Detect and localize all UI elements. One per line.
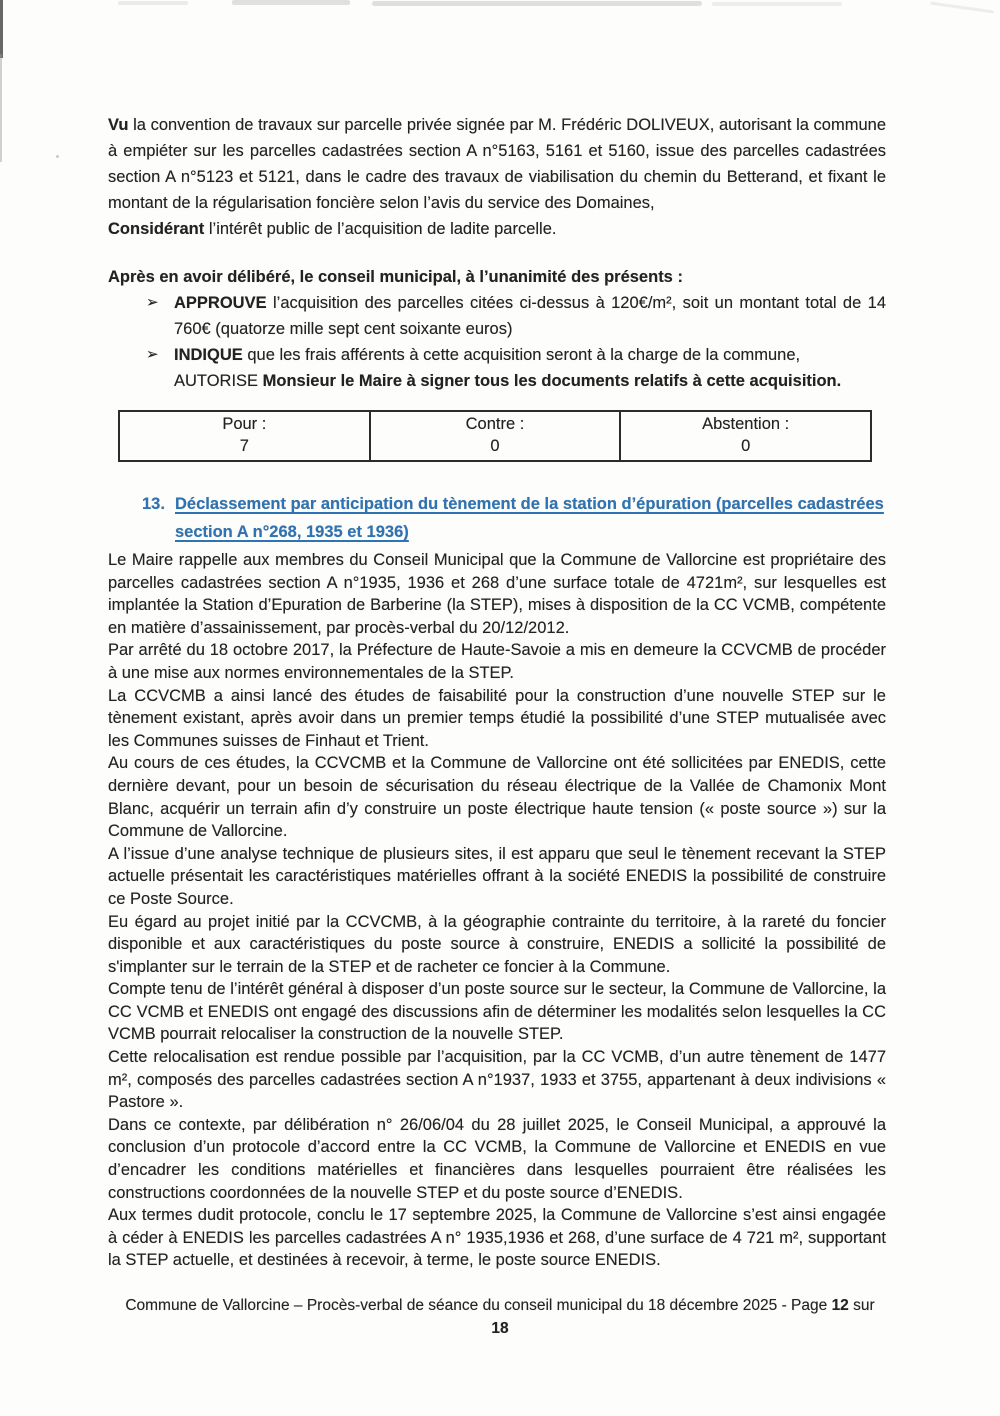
vote-label: Abstention : [702,415,790,433]
scan-smudge-artifact [372,1,702,6]
vote-value: 0 [490,437,500,455]
footer-page-number: 12 [831,1297,849,1314]
vote-cell-1 [119,411,370,461]
section-13-paragraph-10: Aux termes dudit protocole, conclu le 17 septembre 2025, la Commune de Vallorcine s’est ainsi engagée à céder à ENEDIS les parcelles cadastrées A n° 1935,1936 et 268, d’une surface de 4 721 m², supportant la STEP actuelle, et destinées à recevoir, à terme, le poste source ENEDIS. [108,1206,886,1270]
section-13-paragraph-8: Cette relocalisation est rendue possible par l’acquisition, par la CC VCMB, d’un autre tènement de 1477 m², composés des parcelles cadastrées section A n°1937, 1933 et 3755, appartenant à deux indivisions « Pastore ». [108,1048,886,1112]
scan-smudge-artifact [930,2,994,14]
section-13-paragraph-9: Dans ce contexte, par délibération n° 26/06/04 du 28 juillet 2025, le Conseil Municipal, a approuvé la conclusion d’un protocole d’accord entre la CC VCMB, la Commune de Vallorcine et ENEDIS en vue d’encadrer les conditions matérielles et financières dans lesquelles pourraient être réalisées les constructions coordonnées de la nouvelle STEP et du poste source d’ENEDIS. [108,1115,886,1202]
section-13-paragraph-1: Le Maire rappelle aux membres du Conseil Municipal que la Commune de Vallorcine est propriétaire des parcelles cadastrées section A n°1935, 1936 et 268 d’une surface totale de 4721m², sur lesquelles est implantée la Station d’Epuration de Barberine (la STEP), mises à disposition de la CC VCMB, compétente en matière d’assainissement, par procès-verbal du 20/12/2012. [108,551,886,637]
vote-table-row [119,411,871,461]
section-13-paragraph-4: Au cours de ces études, la CCVCMB et la Commune de Vallorcine ont été sollicitées par ENEDIS, cette dernière devant, pour un besoin de sécurisation du réseau électrique de la Vallée de Chamonix Mont Blanc, acquérir un terrain afin d’y construire un poste électrique haute tension (« poste source ») sur la Commune de Vallorcine. [108,754,886,841]
scan-smudge-artifact [712,2,842,6]
section-13-title: Déclassement par anticipation du tènement de la station d’épuration (parcelles cadastrées section A n°268, 1935 et 1936) [175,495,884,541]
section-13-paragraph-3: La CCVCMB a ainsi lancé des études de faisabilité pour la construction d’une nouvelle STEP sur le tènement existant, après avoir dans un premier temps étudié la possibilité d’une STEP mutualisée avec les Communes suisses de Finhaut et Trient. [108,686,886,750]
decision-intro: Après en avoir délibéré, le conseil municipal, à l’unanimité des présents : [108,268,683,286]
vote-value: 0 [741,437,751,455]
section-13-paragraph-7: Compte tenu de l’intérêt général à disposer d’un poste source sur le secteur, la Commune de Vallorcine, la CC VCMB et ENEDIS ont engagé des discussions afin de déterminer les modalités selon lesquelles la CC VCMB pourrait relocaliser la construction de la nouvelle STEP. [108,980,886,1044]
vote-cell-2 [370,411,621,461]
section-13-paragraph-6: Eu égard au projet initié par la CCVCMB, à la géographie contrainte du territoire, à la rareté du foncier disponible et aux caractéristiques du poste source à construire, ENEDIS a sollicité la possibilité de s'implanter sur le terrain de la STEP et de racheter ce foncier à la Commune. [108,912,886,976]
section-13-paragraph-2: Par arrêté du 18 octobre 2017, la Préfecture de Haute-Savoie a mis en demeure la CCVCMB de procéder à une mise aux normes environnementales de la STEP. [108,641,886,682]
footer-text: Commune de Vallorcine – Procès-verbal de séance du conseil municipal du 18 décembre 2025 - Page [125,1297,828,1314]
considerant-text: l’intérêt public de l’acquisition de ladite parcelle. [208,220,557,238]
vote-table [118,410,872,462]
vote-label: Contre : [465,415,525,433]
scan-smudge-artifact [118,1,188,5]
resolution-item-text: INDIQUE que les frais afférents à cette acquisition seront à la charge de la commune, AUTORISE Monsieur le Maire à signer tous les documents relatifs à cette acquisition. [174,346,842,390]
arrow-bullet-icon: ➢ [146,346,159,363]
vu-text: la convention de travaux sur parcelle privée signée par M. Frédéric DOLIVEUX, autorisant la commune à empiéter sur les parcelles cadastrées section A n°5163, 5161 et 5160, issue des parcelles cadastrées section A n°5123 et 5121, dans le cadre des travaux de viabilisation du chemin du Betterand, et fixant le montant de la régularisation foncière selon l’avis du service des Domaines, [108,116,886,212]
footer-page-total: 18 [491,1320,509,1337]
section-13-paragraph-5: A l’issue d’une analyse technique de plusieurs sites, il est apparu que seul le tènement recevant la STEP actuelle présentait les caractéristiques matérielles offrant à la société ENEDIS la possibilité de construire ce Poste Source. [108,844,886,908]
arrow-bullet-icon: ➢ [146,294,159,311]
scan-edge-artifact [0,54,2,162]
page-footer [0,1294,1000,1340]
document-content [108,112,886,1272]
scan-smudge-artifact [232,0,350,5]
scan-speck-artifact [56,155,59,158]
footer-text-suffix: sur [853,1297,875,1314]
section-13-body [108,549,886,1272]
vote-value: 7 [239,437,249,455]
resolution-item-text: APPROUVE l’acquisition des parcelles citées ci-dessus à 120€/m², soit un montant total de 14 760€ (quatorze mille sept cent soixante euros) [174,294,886,338]
resolution-item-1 [108,290,886,342]
section-13-heading [108,490,886,546]
vu-lead: Vu [108,116,129,134]
resolution-item-2 [108,342,886,394]
resolution-list [108,290,886,394]
section-13-number: 13. [142,495,165,513]
vote-cell-3 [620,411,871,461]
paragraph-vu-considerant [108,112,886,242]
considerant-lead: Considérant [108,220,205,238]
scan-edge-artifact [0,0,3,58]
vote-label: Pour : [222,415,267,433]
